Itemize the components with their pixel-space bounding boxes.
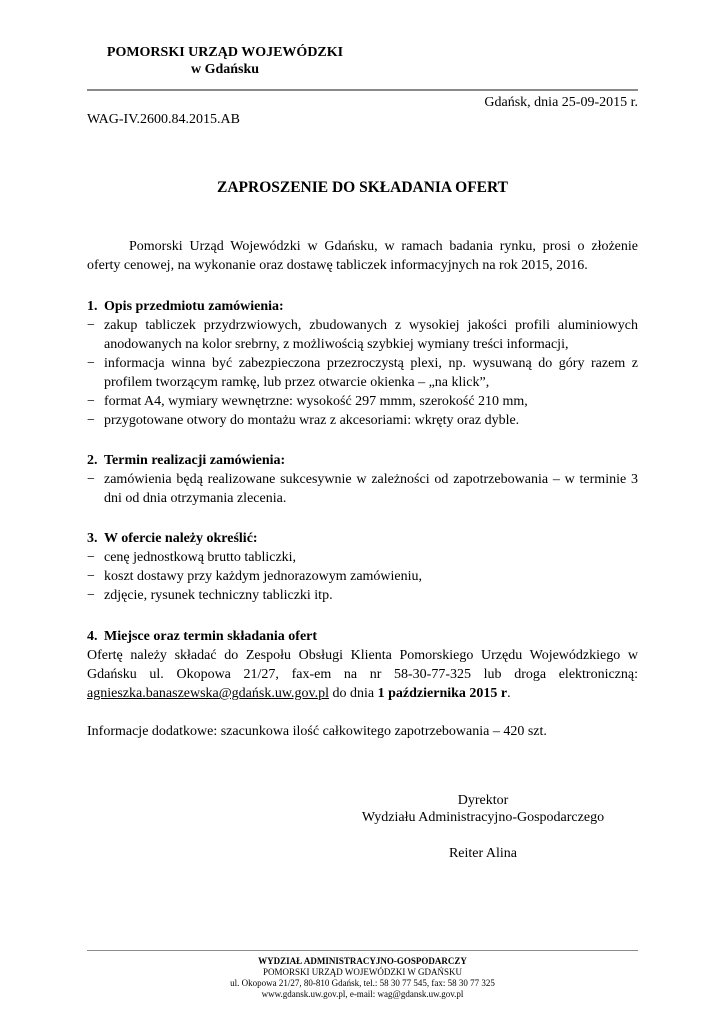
section-number: 2. [87, 453, 98, 468]
section-3 [87, 529, 638, 605]
section-heading [87, 297, 638, 316]
additional-info: Informacje dodatkowe: szacunkowa ilość całkowitego zapotrzebowania – 420 szt. [87, 724, 547, 739]
section-heading [87, 529, 638, 548]
signature-name: Reiter Alina [448, 846, 518, 861]
signature-title: Dyrektor [457, 793, 509, 808]
footer-department: WYDZIAŁ ADMINISTRACYJNO-GOSPODARCZY [258, 956, 467, 966]
page-footer [0, 956, 725, 1000]
list-item: − cenę jednostkową brutto tabliczki, [87, 548, 638, 567]
reference-number: WAG-IV.2600.84.2015.AB [87, 112, 240, 127]
section-2 [87, 451, 638, 508]
list-item: − koszt dostawy przy każdym jednorazowym zamówieniu, [87, 567, 638, 586]
list-item: − zakup tabliczek przydrzwiowych, zbudowanych z wysokiej jakości profili aluminiowych anodowanych na kolor srebrny, z możliwością szybkiej wymiany treści informacji, [87, 316, 638, 354]
document-title: ZAPROSZENIE DO SKŁADANIA OFERT [217, 179, 508, 196]
section-heading-text: Opis przedmiotu zamówienia: [104, 299, 284, 314]
issuer-name: POMORSKI URZĄD WOJEWÓDZKI [106, 45, 344, 60]
footer-office: POMORSKI URZĄD WOJEWÓDZKI W GDAŃSKU [262, 967, 462, 977]
section-4 [87, 627, 638, 703]
submission-text: Ofertę należy składać do Zespołu Obsługi Klienta Pomorskiego Urzędu Wojewódzkiego w Gdańsku ul. Okopowa 21/27, fax-em na nr 58-30-77-325 lub droga elektroniczną: [87, 648, 638, 682]
list-item: − zamówienia będą realizowane sukcesywnie w zależności od zapotrzebowania – w terminie 3 dni od dnia otrzymania zlecenia. [87, 470, 638, 508]
email-link[interactable]: agnieszka.banaszewska@gdańsk.uw.gov.pl [87, 686, 330, 701]
submission-deadline: 1 października 2015 r [377, 686, 508, 701]
section-heading-text: W ofercie należy określić: [104, 531, 258, 546]
issuer-header [95, 44, 355, 78]
section-number: 4. [87, 629, 98, 644]
section-heading [87, 627, 638, 646]
footer-divider [87, 950, 638, 951]
list-item: − format A4, wymiary wewnętrzne: wysokość 297 mmm, szerokość 210 mm, [87, 392, 638, 411]
document-date: Gdańsk, dnia 25-09-2015 r. [484, 95, 638, 110]
footer-address: ul. Okopowa 21/27, 80-810 Gdańsk, tel.: 58 30 77 545, fax: 58 30 77 325 [230, 978, 495, 988]
section-heading-text: Termin realizacji zamówienia: [104, 453, 286, 468]
list-item: − przygotowane otwory do montażu wraz z akcesoriami: wkręty oraz dyble. [87, 411, 638, 430]
signature-department: Wydziału Administracyjno-Gospodarczego [361, 810, 605, 825]
section-heading [87, 451, 638, 470]
section-number: 3. [87, 531, 98, 546]
list-item: − zdjęcie, rysunek techniczny tabliczki itp. [87, 586, 638, 605]
intro-paragraph: Pomorski Urząd Wojewódzki w Gdańsku, w ramach badania rynku, prosi o złożenie oferty cenowej, na wykonanie oraz dostawę tabliczek informacyjnych na rok 2015, 2016. [87, 239, 638, 273]
header-divider [87, 89, 638, 91]
section-1 [87, 297, 638, 430]
list-item: − informacja winna być zabezpieczona przezroczystą plexi, np. wysuwaną do góry razem z profilem tworzącym ramkę, lub przez otwarcie okienka – „na klick”, [87, 354, 638, 392]
section-heading-text: Miejsce oraz termin składania ofert [104, 629, 318, 644]
submission-deadline-prefix: do dnia [332, 686, 375, 701]
submission-paragraph [87, 646, 638, 703]
section-number: 1. [87, 299, 98, 314]
submission-end: . [507, 686, 511, 701]
footer-contact: www.gdansk.uw.gov.pl, e-mail: wag@gdansk.uw.gov.pl [261, 989, 464, 999]
issuer-city: w Gdańsku [190, 62, 260, 77]
